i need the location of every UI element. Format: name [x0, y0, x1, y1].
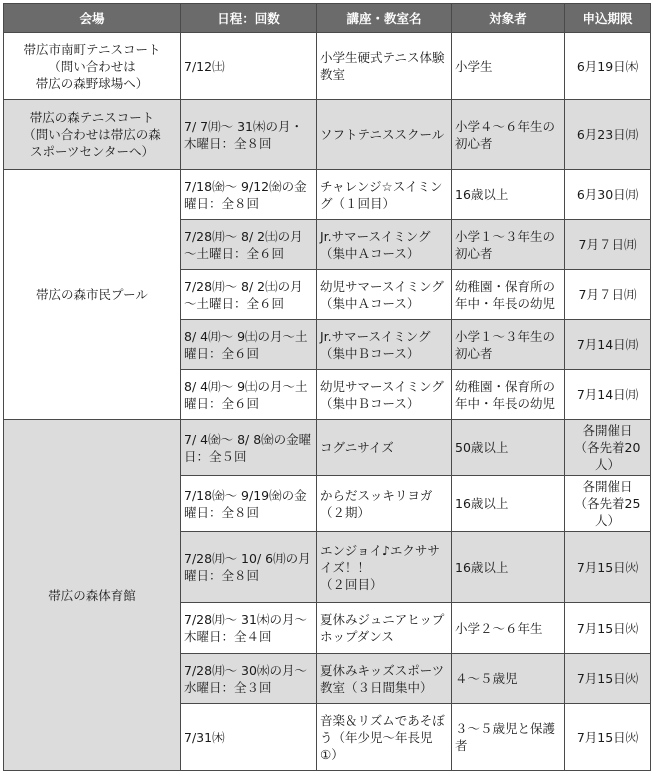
- deadline-cell: 7月14日㈪: [565, 370, 651, 420]
- venue-cell: 帯広の森市民プール: [4, 170, 181, 420]
- course-schedule-table: [3, 3, 651, 771]
- schedule-cell: 7/18㈮～ 9/19㈮の金曜日：全８回: [181, 476, 317, 532]
- course-cell: チャレンジ☆スイミング（１回目）: [317, 170, 452, 220]
- deadline-cell: 7月15日㈫: [565, 654, 651, 704]
- course-cell: 小学生硬式テニス体験教室: [317, 33, 452, 100]
- schedule-cell: 7/31㈭: [181, 704, 317, 771]
- target-cell: 小学１～３年生の初心者: [452, 320, 565, 370]
- course-cell: エンジョイ♪エクササイズ！！ （２回目）: [317, 532, 452, 603]
- schedule-cell: 8/ 4㈪～ 9㈯の月～土曜日：全６回: [181, 320, 317, 370]
- target-cell: 小学４～６年生の初心者: [452, 100, 565, 170]
- venue-cell: 帯広の森テニスコート （問い合わせは帯広の森 スポーツセンターへ）: [4, 100, 181, 170]
- table-row: [4, 100, 651, 170]
- header-venue: 会場: [4, 4, 181, 33]
- schedule-cell: 7/ 4㈮～ 8/ 8㈮の金曜日：全５回: [181, 420, 317, 476]
- target-cell: 幼稚園・保育所の年中・年長の幼児: [452, 370, 565, 420]
- schedule-cell: 7/18㈮～ 9/12㈮の金曜日：全８回: [181, 170, 317, 220]
- schedule-cell: 7/28㈪～ 10/ 6㈪の月曜日：全８回: [181, 532, 317, 603]
- target-cell: 小学１～３年生の初心者: [452, 220, 565, 270]
- course-cell: Jr.サマースイミング（集中Ｂコース）: [317, 320, 452, 370]
- schedule-cell: 8/ 4㈪～ 9㈯の月～土曜日：全６回: [181, 370, 317, 420]
- target-cell: 幼稚園・保育所の年中・年長の幼児: [452, 270, 565, 320]
- course-cell: ソフトテニススクール: [317, 100, 452, 170]
- target-cell: ３～５歳児と保護者: [452, 704, 565, 771]
- target-cell: 小学生: [452, 33, 565, 100]
- course-cell: Jr.サマースイミング（集中Ａコース）: [317, 220, 452, 270]
- deadline-cell: 6月19日㈭: [565, 33, 651, 100]
- table-row: [4, 33, 651, 100]
- target-cell: ４～５歳児: [452, 654, 565, 704]
- course-cell: 幼児サマースイミング（集中Ｂコース）: [317, 370, 452, 420]
- deadline-cell: 7月７日㈪: [565, 220, 651, 270]
- deadline-cell: 各開催日 （各先着20人）: [565, 420, 651, 476]
- course-cell: コグニサイズ: [317, 420, 452, 476]
- table-row: [4, 420, 651, 476]
- course-cell: からだスッキリヨガ（２期）: [317, 476, 452, 532]
- target-cell: 16歳以上: [452, 170, 565, 220]
- header-deadline: 申込期限: [565, 4, 651, 33]
- venue-cell: 帯広の森体育館: [4, 420, 181, 771]
- schedule-cell: 7/28㈪～ 8/ 2㈯の月～土曜日：全６回: [181, 220, 317, 270]
- deadline-cell: 各開催日 （各先着25人）: [565, 476, 651, 532]
- table-row: [4, 170, 651, 220]
- schedule-cell: 7/ 7㈪～ 31㈭の月・木曜日：全８回: [181, 100, 317, 170]
- schedule-cell: 7/28㈪～ 8/ 2㈯の月～土曜日：全６回: [181, 270, 317, 320]
- deadline-cell: 7月15日㈫: [565, 532, 651, 603]
- deadline-cell: 6月23日㈪: [565, 100, 651, 170]
- course-cell: 幼児サマースイミング（集中Ａコース）: [317, 270, 452, 320]
- course-cell: 夏休みキッズスポーツ教室（３日間集中）: [317, 654, 452, 704]
- target-cell: 50歳以上: [452, 420, 565, 476]
- header-course: 講座・教室名: [317, 4, 452, 33]
- header-target: 対象者: [452, 4, 565, 33]
- course-cell: 音楽＆リズムであそぼう（年少児～年長児①）: [317, 704, 452, 771]
- table-header-row: [4, 4, 651, 33]
- target-cell: 小学２～６年生: [452, 603, 565, 654]
- deadline-cell: 6月30日㈪: [565, 170, 651, 220]
- schedule-cell: 7/28㈪～ 31㈭の月～木曜日：全４回: [181, 603, 317, 654]
- header-schedule: 日程：回数: [181, 4, 317, 33]
- deadline-cell: 7月７日㈪: [565, 270, 651, 320]
- deadline-cell: 7月15日㈫: [565, 603, 651, 654]
- deadline-cell: 7月15日㈫: [565, 704, 651, 771]
- target-cell: 16歳以上: [452, 476, 565, 532]
- schedule-cell: 7/28㈪～ 30㈬の月～水曜日：全３回: [181, 654, 317, 704]
- venue-cell: 帯広市南町テニスコート （問い合わせは 帯広の森野球場へ）: [4, 33, 181, 100]
- schedule-cell: 7/12㈯: [181, 33, 317, 100]
- deadline-cell: 7月14日㈪: [565, 320, 651, 370]
- target-cell: 16歳以上: [452, 532, 565, 603]
- course-cell: 夏休みジュニアヒップホップダンス: [317, 603, 452, 654]
